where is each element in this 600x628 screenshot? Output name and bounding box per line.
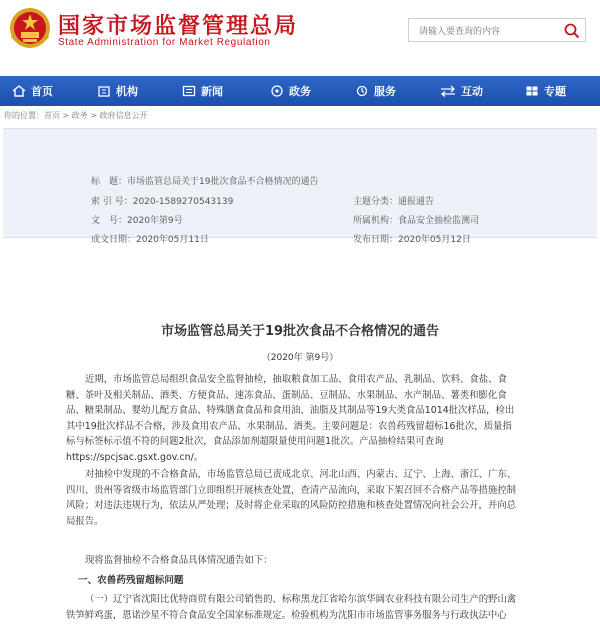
service-icon: [355, 85, 369, 97]
topic-icon: [525, 85, 539, 97]
nav-label: 新闻: [201, 85, 223, 98]
section-heading: 一、农兽药残留超标问题: [78, 575, 184, 586]
nav-item-organization[interactable]: [97, 76, 138, 106]
nav-label: 首页: [31, 85, 53, 98]
article-paragraph-1: [66, 372, 536, 465]
paragraph-line: 其中19批次样品不合格，涉及食用农产品、水果制品、酒类。主要问题是：农兽药残留超标16批次，质量指: [66, 420, 512, 432]
nav-item-home[interactable]: [12, 76, 53, 106]
meta-org-row: [353, 213, 479, 226]
meta-title-row: [91, 174, 318, 187]
article-paragraph-2: [66, 467, 536, 529]
nav-item-interaction[interactable]: [440, 76, 483, 106]
nav-label: 互动: [461, 85, 483, 98]
article-paragraph-3: [66, 553, 536, 569]
meta-created-label: 成文日期：: [91, 235, 137, 245]
main-nav: [0, 76, 600, 106]
meta-index-label: 索 引 号：: [91, 197, 133, 207]
meta-category-row: [353, 194, 434, 207]
paragraph-line: 四川、贵州等省级市场监管部门立即组织开展核查处置，查清产品流向，采取下架召回不合格产品等措施控制: [66, 484, 517, 496]
nav-label: 专题: [544, 85, 566, 98]
nav-item-gov-affairs[interactable]: [270, 76, 311, 106]
paragraph-line: 糖、茶叶及相关制品、酒类、方便食品、速冻食品、蛋制品、豆制品、水果制品、水产制品、薯类和膨化食: [66, 389, 507, 401]
meta-doc-label: 文 号：: [91, 216, 128, 226]
interaction-icon: [440, 85, 456, 97]
paragraph-line: （一）辽宁省沈阳比优特商贸有限公司销售的、标称黑龙江省哈尔滨华阔农业科技有限公司生产的野山禽: [85, 594, 517, 605]
site-title: 国家市场监督管理总局: [58, 14, 299, 39]
national-emblem-icon: [8, 6, 52, 52]
paragraph-line: 铁笋鲜鸡蛋，恩诺沙星不符合食品安全国家标准规定。检验机构为沈阳市市场监管事务服务与行政执法中心: [66, 609, 507, 621]
document-meta-panel: [3, 128, 597, 245]
paragraph-line: 标与标签标示值不符的问题2批次，食品添加剂超限量使用问题1批次。产品抽检结果可查询: [66, 436, 444, 447]
meta-doc-value: 2020年第9号: [127, 216, 183, 226]
news-icon: [182, 85, 196, 97]
meta-title-label: 标 题：: [91, 177, 128, 187]
meta-org-label: 所属机构：: [353, 216, 399, 226]
nav-item-news[interactable]: [182, 76, 223, 106]
nav-item-topic[interactable]: [525, 76, 566, 106]
article-paragraph-4: [66, 592, 536, 623]
building-icon: [97, 85, 111, 97]
meta-doc-row: [91, 213, 183, 226]
paragraph-line: https://spcjsac.gsxt.gov.cn/。: [66, 451, 204, 463]
meta-category-label: 主题分类：: [353, 197, 399, 207]
meta-index-row: [91, 194, 233, 207]
meta-created-value: 2020年05月11日: [136, 235, 209, 245]
article-title: 市场监管总局关于19批次食品不合格情况的通告: [160, 324, 440, 339]
meta-org-value: 食品安全抽检监测司: [398, 216, 480, 226]
paragraph-line: 近期，市场监管总局组织食品安全监督抽检，抽取粮食加工品、食用农产品、乳制品、饮料、食盐、食: [85, 374, 507, 385]
paragraph-line: 品、糖果制品、婴幼儿配方食品、特殊膳食食品和食用油、油脂及其制品等19大类食品1014批次样品，检出: [66, 405, 515, 416]
article-number: （2020年 第9号）: [261, 353, 339, 363]
paragraph-line: 现将监督抽检不合格食品具体情况通告如下：: [85, 555, 273, 566]
paragraph-line: 风险；对违法违规行为，依法从严处理；及时将企业采取的风险防控措施和核查处置情况向社会公开，并向总: [66, 500, 517, 511]
breadcrumb[interactable]: 你的位置：首页 > 政务 > 政府信息公开: [4, 111, 148, 120]
nav-item-service[interactable]: [355, 76, 396, 106]
search-icon[interactable]: [563, 22, 581, 40]
site-subtitle: State Administration for Market Regulation: [58, 37, 271, 48]
home-icon: [12, 85, 26, 97]
nav-label: 机构: [116, 85, 138, 98]
nav-label: 政务: [289, 85, 311, 98]
meta-published-value: 2020年05月12日: [398, 235, 471, 245]
meta-created-row: [91, 232, 209, 245]
paragraph-line: 对抽检中发现的不合格食品，市场监管总局已责成北京、河北山西、内蒙古、辽宁、上海、浙江、广东、: [85, 469, 517, 480]
meta-index-value: 2020-1589270543139: [132, 197, 234, 207]
meta-title-value: 市场监管总局关于19批次食品不合格情况的通告: [127, 177, 319, 187]
paragraph-line: 局报告。: [66, 515, 104, 527]
search-input[interactable]: [409, 21, 559, 43]
meta-published-row: [353, 232, 471, 245]
meta-category-value: 通报通告: [398, 197, 435, 207]
site-header: [0, 0, 600, 62]
search-box: [408, 18, 586, 42]
gov-affairs-icon: [270, 85, 284, 97]
nav-label: 服务: [374, 85, 396, 98]
meta-published-label: 发布日期：: [353, 235, 399, 245]
